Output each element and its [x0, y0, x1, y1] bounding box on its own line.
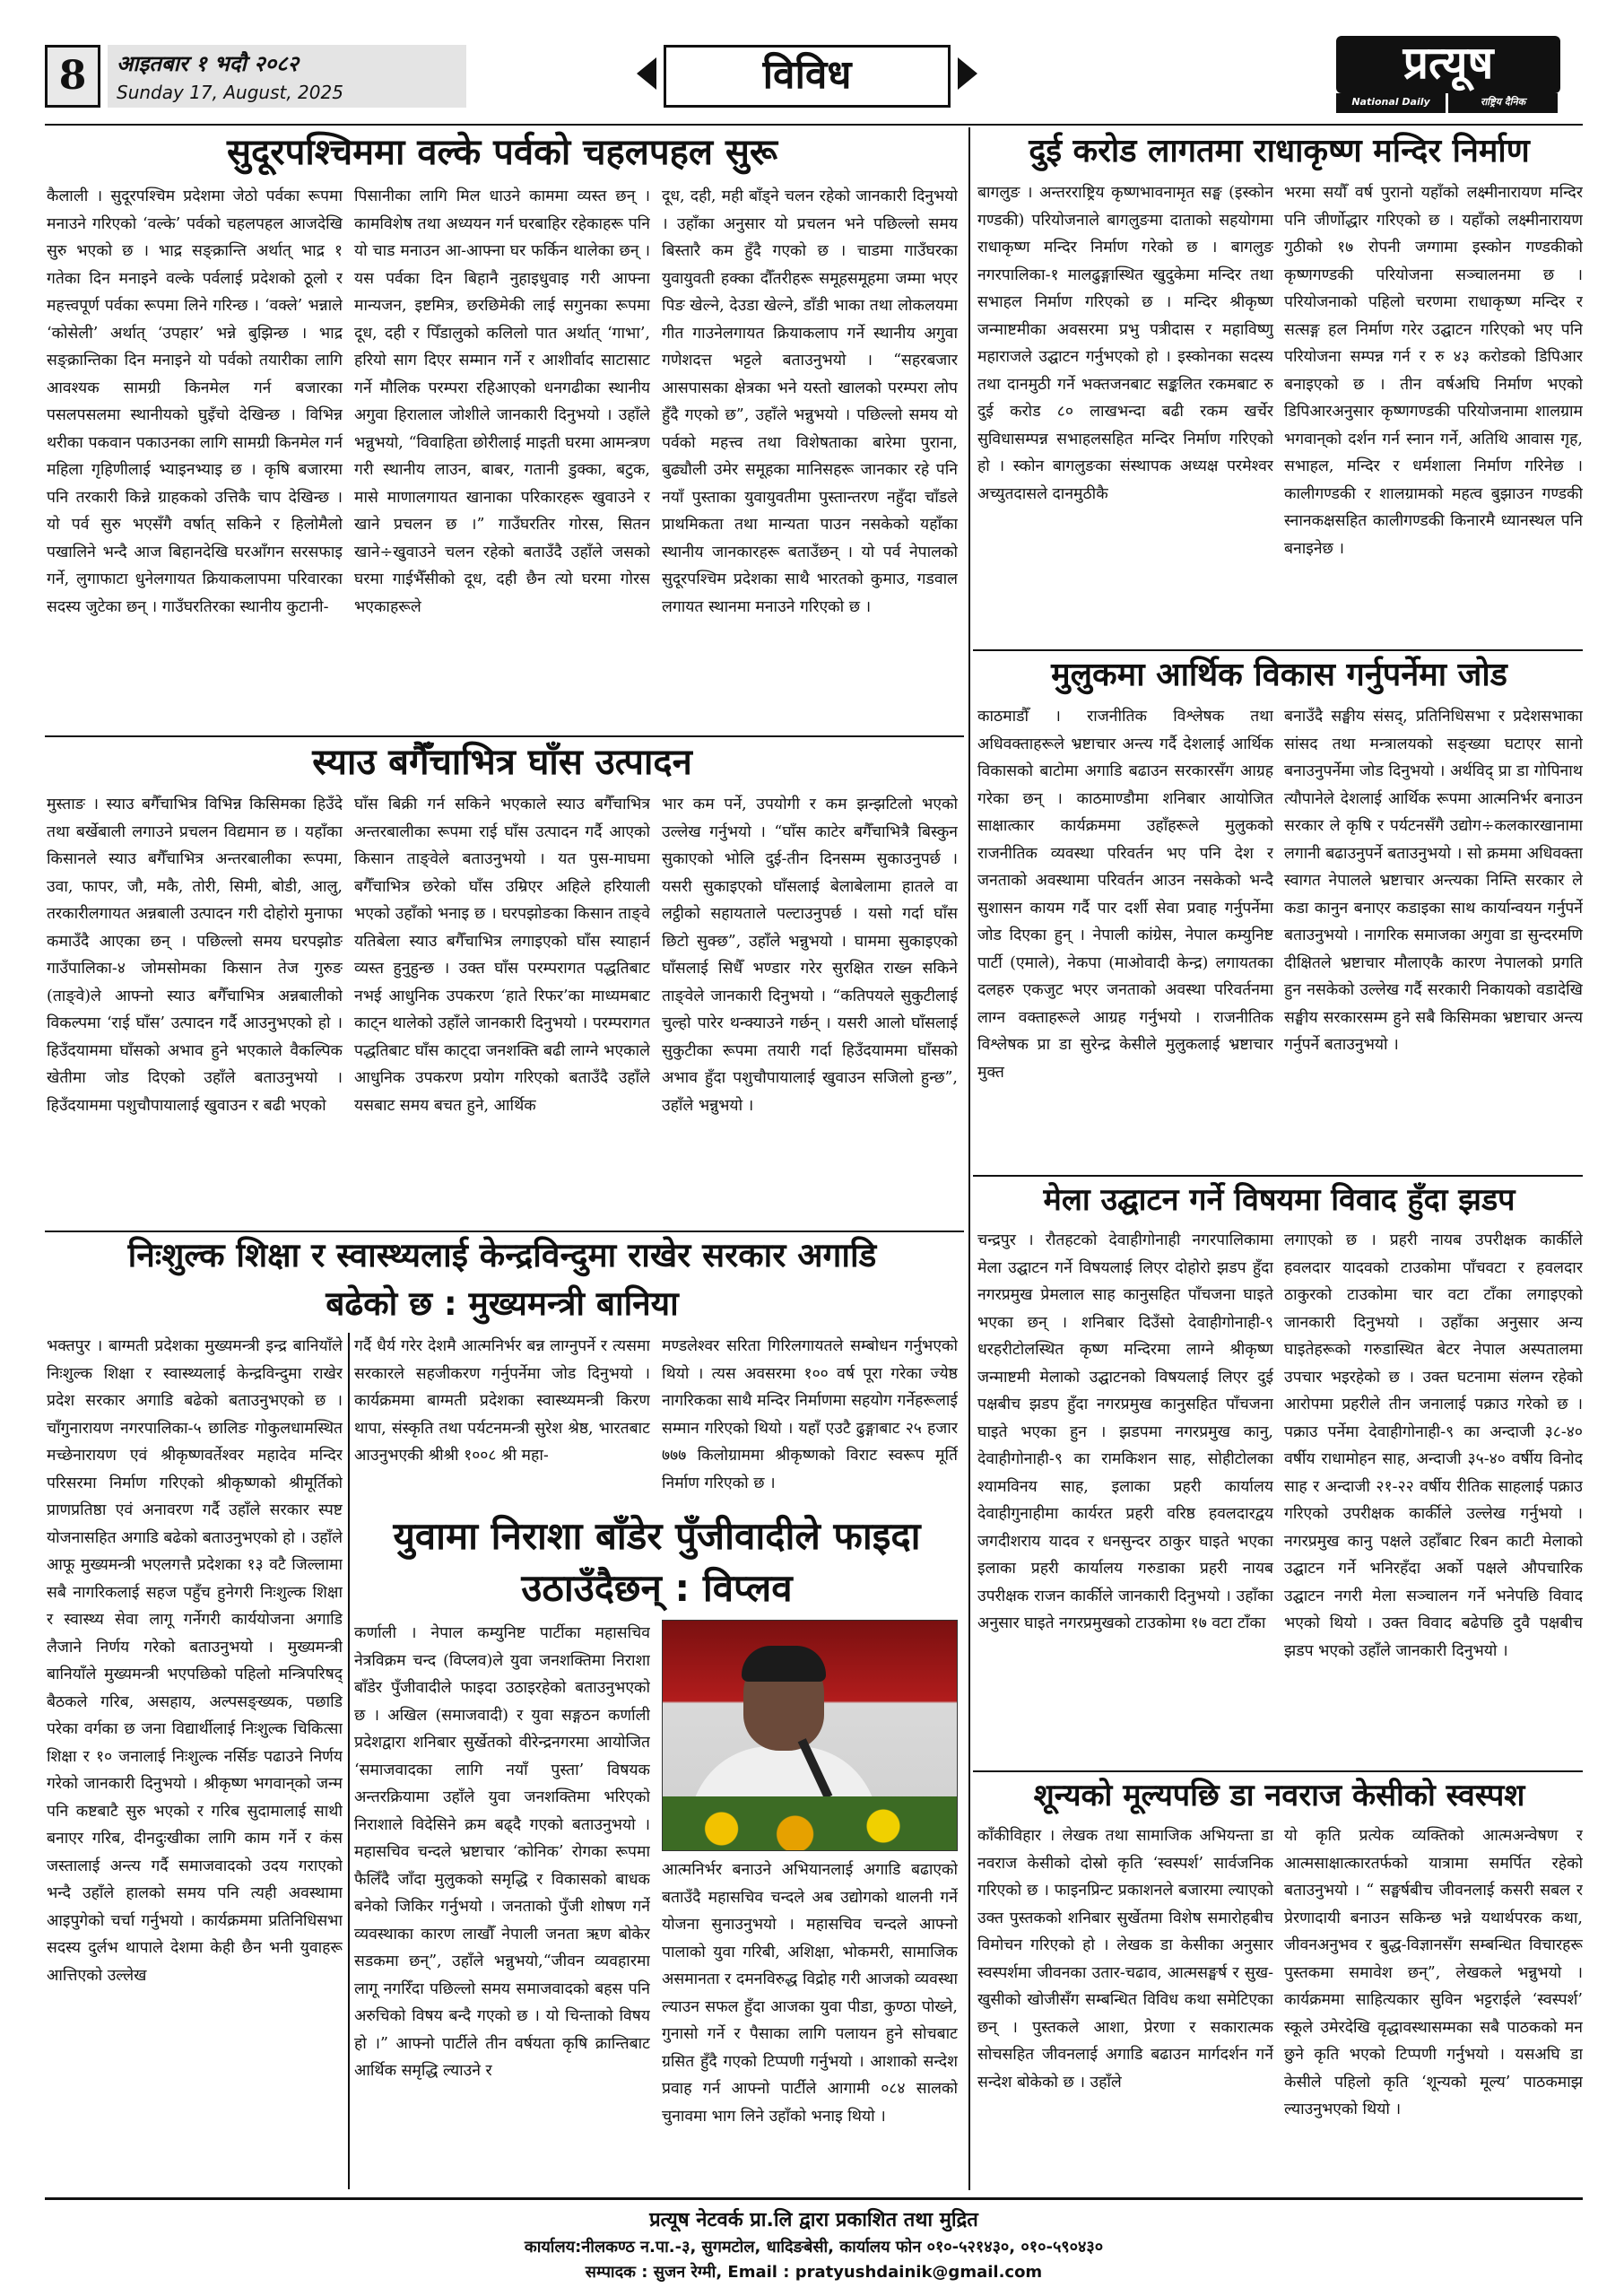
education-left-rule [348, 1333, 350, 2189]
youth-col-2: आत्मनिर्भर बनाउने अभियानलाई अगाडि बढाएको बताउँदै महासचिव चन्दले अब उद्योगको थालनी गर्ने योजना सुनाउनुभयो । महासचिव चन्दले आफ्नो पालाको युवा गरिबी, अशिक्षा, भोकमरी, सामाजिक असमानता र दमनविरुद्ध विद्रोह गरी आजको व्यवस्था ल्याउन सफल हुँदा आजका युवा पीडा, कुण्ठा पोख्ने, गुनासो गर्ने र पैसाका लागि पलायन हुने सोचबाट ग्रसित हुँदै गएको टिप्पणी गर्नुभयो । आशाको सन्देश प्रवाह गर्न आफ्नो पार्टीले आगामी ०८४ सालको चुनावमा भाग लिने उहाँको भनाइ थियो । [662, 1861, 958, 2126]
fair-col-1: चन्द्रपुर । रौतहटको देवाहीगोनाही नगरपालिकामा मेला उद्घाटन गर्ने विषयलाई लिएर दोहोरो झडप हुँदा नगरप्रमुख प्रेमलाल साह कानुसहित पाँचजना घाइते भएका छन् । शनिबार दिउँसो देवाहीगोनाही-९ धरहरीटोलस्थित कृष्ण मन्दिरमा लाग्ने श्रीकृष्ण जन्माष्टमी मेलाको उद्घाटनको विषयलाई लिएर दुई पक्षबीच झडप हुँदा नगरप्रमुख कानुसहित पाँचजना घाइते भएका हुन । झडपमा नगरप्रमुख कानु, देवाहीगोनाही-९ का रामकिशन साह, सोहीटोलका श्यामविनय साह, इलाका प्रहरी कार्यालय देवाहीगुनाहीमा कार्यरत प्रहरी वरिष्ठ हवलदारद्वय जगदीशराय यादव र धनसुन्दर ठाकुर घाइते भएका इलाका प्रहरी कार्यालय गरुडाका प्रहरी नायब उपरीक्षक राजन कार्कीले जानकारी दिनुभयो । उहाँका अनुसार घाइते नगरप्रमुखको टाउकोमा १७ वटा टाँका [977, 1231, 1273, 1632]
headline-education-line2: बढेको छ : मुख्यमन्त्री बानिया [326, 1284, 679, 1323]
grass-col-1: मुस्ताङ । स्याउ बगैँचाभित्र विभिन्न किसिमका हिउँदे तथा बर्खेबाली लगाउने प्रचलन विद्यमान छ । यहाँका किसानले स्याउ बगैँचाभित्र अन्तरबालीका रूपमा, उवा, फापर, जौ, मकै, तोरी, सिमी, बोडी, आलु, तरकारीलगायत अन्नबाली उत्पादन गरी दोहोरो मुनाफा कमाउँदै आएका छन् । पछिल्लो समय घरपझोङ गाउँपालिका-४ जोमसोमका किसान तेज गुरुङ (ताङ्वे)ले आफ्नो स्याउ बगैँचाभित्र अन्नबालीको विकल्पमा ‘राई घाँस’ उत्पादन गर्दै आउनुभएको हो । हिउँदयाममा घाँसको अभाव हुने भएकाले वैकल्पिक खेतीमा जोड दिएको उहाँले बताउनुभयो । हिउँदयाममा पशुचौपायालाई खुवाउन र बढी भएको [47, 796, 343, 1115]
logo-tagline-en: National Daily [1336, 93, 1446, 113]
youth-col-1: कर्णाली । नेपाल कम्युनिष्ट पार्टीका महासचिव नेत्रविक्रम चन्द (विप्लव)ले युवा जनशक्तिमा निराशा बाँडेर पुँजीवादीले फाइदा उठाइरहेको बताउनुभएको छ । अखिल (समाजवादी) र युवा सङ्गठन कर्णाली प्रदेशद्वारा शनिबार सुर्खेतको वीरेन्द्रनगरमा आयोजित ‘समाजवादका लागि नयाँ पुस्ता’ विषयक अन्तरक्रियामा उहाँले युवा जनशक्तिमा भरिएको निराशाले विदेसिने क्रम बढ्दै गएको बताउनुभयो । महासचिव चन्दले भ्रष्टाचार ‘कोनिक’ रोगका रूपमा फैलिँदै जाँदा मुलुकको समृद्धि र विकासको बाधक बनेको जिकिर गर्नुभयो । जनताको पुँजी शोषण गर्ने व्यवस्थाका कारण लाखौँ नेपाली जनता ऋण बोकेर सडकमा छन्”, उहाँले भन्नुभयो,“जीवन व्यवहारमा लागू नगरिँदा पछिल्लो समय समाजवादको बहस पनि अरुचिको विषय बन्दै गएको छ । यो चिन्ताको विषय हो ।” आफ्नो पार्टीले तीन वर्षयता कृषि क्रान्तिबाट आर्थिक समृद्धि ल्याउने र [354, 1624, 650, 2080]
center-column-rule [968, 127, 970, 2190]
headline-grass: स्याउ बगैँचाभित्र घाँस उत्पादन [312, 742, 692, 783]
headline-youth-line2: उठाउँदैछन् : विप्लव [521, 1566, 793, 1610]
arrow-left-icon [637, 57, 656, 90]
temple-col-1: बागलुङ । अन्तरराष्ट्रिय कृष्णभावनामृत सङ्घ (इस्कोन गण्डकी) परियोजनाले बागलुङमा दाताको सहयोगमा राधाकृष्ण मन्दिर निर्माण गरेको छ । बागलुङ नगरपालिका-१ मालढुङ्गास्थित खुदुकेमा मन्दिर तथा सभाहल निर्माण गरिएको छ । मन्दिर श्रीकृष्ण जन्माष्टमीका अवसरमा प्रभु पत्रीदास र महाविष्णु महाराजले उद्घाटन गर्नुभएको हो । इस्कोनका सदस्य तथा दानमुठी गर्ने भक्तजनबाट सङ्कलित रकमबाट रु दुई करोड ८० लाखभन्दा बढी रकम खर्चेर सुविधासम्पन्न सभाहलसहित मन्दिर निर्माण गरिएको हो । स्कोन बागलुङका संस्थापक अध्यक्ष परमेश्वर अच्युतदासले दानमुठीकै [977, 184, 1273, 503]
footer-editor-email: सम्पादक : सुजन रेग्मी, Email : pratyushdainik@gmail.com [585, 2263, 1043, 2282]
grass-col-2: घाँस बिक्री गर्न सकिने भएकाले स्याउ बगैँचाभित्र अन्तरबालीका रूपमा राई घाँस उत्पादन गर्दै आएको किसान ताङ्वेले बताउनुभयो । यत पुस-माघमा बगैँचाभित्र छरेको घाँस उम्रिएर अहिले हरियाली भएको उहाँको भनाइ छ । घरपझोङका किसान ताङ्वे यतिबेला स्याउ बगैँचाभित्र लगाइएको घाँस स्याहार्न व्यस्त हुनुहुन्छ । उक्त घाँस परम्परागत पद्धतिबाट नभई आधुनिक उपकरण ‘हाते रिफर’का माध्यमबाट काट्न थालेको उहाँले जानकारी दिनुभयो । परम्परागत पद्धतिबाट घाँस काट्दा जनशक्ति बढी लाग्ने भएकाले आधुनिक उपकरण प्रयोग गरिएको बताउँदै उहाँले यसबाट समय बचत हुने, आर्थिक [354, 796, 650, 1115]
footer-address: कार्यालय:नीलकण्ठ न.पा.-३, सुगमटोल, धादिङबेसी, कार्यालय फोन ०१०-५२१४३०, ०१०-५९०४३० [524, 2238, 1104, 2257]
date-nepali: आइतबार १ भदौ २०८२ [117, 50, 300, 76]
headline-education-line1: निःशुल्क शिक्षा र स्वास्थ्यलाई केन्द्रविन्दुमा राखेर सरकार अगाडि [127, 1236, 877, 1274]
headline-youth-line1: युवामा निराशा बाँडेर पुँजीवादीले फाइदा [393, 1514, 921, 1558]
education-col-1: भक्तपुर । बाग्मती प्रदेशका मुख्यमन्त्री इन्द्र बानियाँले निःशुल्क शिक्षा र स्वास्थ्यलाई केन्द्रविन्दुमा राखेर प्रदेश सरकार अगाडि बढेको बताउनुभएको छ । चाँगुनारायण नगरपालिका-५ छालिङ गोकुलधामस्थित मच्छेनारायण एवं श्रीकृष्णवर्तेश्वर महादेव मन्दिर परिसरमा निर्माण गरिएको श्रीकृष्णको श्रीमूर्तिको प्राणप्रतिष्ठा एवं अनावरण गर्दै उहाँले सरकार स्पष्ट योजनासहित अगाडि बढेको बताउनुभएको हो । उहाँले आफू मुख्यमन्त्री भएलगत्तै प्रदेशका १३ वटै जिल्लामा सबै नागरिकलाई सहज पहुँच हुनेगरी निःशुल्क शिक्षा र स्वास्थ्य सेवा लागू गर्नेगरी कार्ययोजना अगाडि लैजाने निर्णय गरेको बताउनुभयो । मुख्यमन्त्री बानियाँले मुख्यमन्त्री भएपछिको पहिलो मन्त्रिपरिषद् बैठकले गरिब, असहाय, अल्पसङ्ख्यक, पछाडि परेका वर्गका छ जना विद्यार्थीलाई निःशुल्क चिकित्सा शिक्षा र १० जनालाई निःशुल्क नर्सिङ पढाउने निर्णय गरेको जानकारी दिनुभयो । श्रीकृष्ण भगवान्‌को जन्म पनि कष्टबाटै सुरु भएको र गरिब सुदामालाई साथी बनाएर गरिब, दीनदुःखीका लागि काम गर्ने र कंस जस्तालाई अन्त्य गर्दै समाजवादको उदय गराएको भन्दै उहाँले हालको समय पनि त्यही अवस्थामा आइपुगेको चर्चा गर्नुभयो । कार्यक्रममा प्रतिनिधिसभा सदस्य दुर्लभ थापाले देशमा केही छैन भनी युवाहरू आत्तिएको उल्लेख [47, 1337, 343, 1985]
valke-col-3: दूध, दही, मही बाँड्ने चलन रहेको जानकारी दिनुभयो । उहाँका अनुसार यो प्रचलन भने पछिल्लो समय बिस्तारै कम हुँदै गएको छ । चाडमा गाउँघरका युवायुवती हक्का दौँतरीहरू समूहसमूहमा जम्मा भएर पिङ खेल्ने, देउडा खेल्ने, डाँडी भाका तथा लोकलयमा गीत गाउनेलगायत क्रियाकलाप गर्ने स्थानीय अगुवा गणेशदत्त भट्टले बताउनुभयो । “सहरबजार आसपासका क्षेत्रका भने यस्तो खालको परम्परा लोप हुँदै गएको छ”, उहाँले भन्नुभयो । पछिल्लो समय यो पर्वको महत्त्व तथा विशेषताका बारेमा पुराना, बुढ्यौली उमेर समूहका मानिसहरू जानकार रहे पनि नयाँ पुस्ताका युवायुवतीमा पुस्तान्तरण नहुँदा चाँडले प्राथमिकता तथा मान्यता पाउन नसकेको यहाँका स्थानीय जानकारहरू बताउँछन् । यो पर्व नेपालको सुदूरपश्चिम प्रदेशका साथै भारतको कुमाउ, गडवाल लगायत स्थानमा मनाउने गरिएको छ । [662, 187, 958, 616]
fair-col-2: लगाएको छ । प्रहरी नायब उपरीक्षक कार्कीले हवलदार यादवको टाउकोमा पाँचवटा र हवलदार ठाकुरको टाउकोमा चार वटा टाँका लगाइएको जानकारी दिनुभयो । उहाँका अनुसार अन्य घाइतेहरूको गरुडास्थित बेटर नेपाल अस्पतालमा उपचार भइरहेको छ । उक्त घटनामा संलग्न रहेको आरोपमा प्रहरीले तीन जनालाई पक्राउ गरेको छ । पक्राउ पर्नेमा देवाहीगोनाही-९ का अन्दाजी ३८-४० वर्षीय राधामोहन साह, अन्दाजी ३५-४० वर्षीय विनोद साह र अन्दाजी २१-२२ वर्षीय रीतिक साहलाई पक्राउ गरिएको उपरीक्षक कार्कीले उल्लेख गर्नुभयो । नगरप्रमुख कानु पक्षले उहाँबाट रिबन काटी मेलाको उद्घाटन गर्ने भनिरहँदा अर्को पक्षले औपचारिक उद्घाटन नगरी मेला सञ्चालन गर्ने भनेपछि विवाद भएको थियो । उक्त विवाद बढेपछि दुवै पक्षबीच झडप भएको उहाँले जानकारी दिनुभयो । [1284, 1231, 1583, 1660]
page-number: 8 [45, 45, 100, 108]
photo-speaker [662, 1620, 958, 1851]
masthead-rule [45, 124, 1583, 126]
headline-economy: मुलुकमा आर्थिक विकास गर्नुपर्नेमा जोड [1051, 657, 1507, 693]
headline-valke: सुदूरपश्चिममा वल्के पर्वको चहलपहल सुरू [226, 132, 778, 173]
valke-col-2: पिसानीका लागि मिल धाउने काममा व्यस्त छन् । कामविशेष तथा अध्ययन गर्न घरबाहिर रहेकाहरू पनि यो चाड मनाउन आ-आफ्ना घर फर्किन थालेका छन् । यस पर्वका दिन बिहानै नुहाइधुवाइ गरी आफ्ना मान्यजन, इष्टमित्र, छरछिमेकी लाई सगुनका रूपमा दूध, दही र पिँडालुको कलिलो पात अर्थात् ‘गाभा’, हरियो साग दिएर सम्मान गर्ने र आशीर्वाद साटासाट गर्ने मौलिक परम्परा रहिआएको धनगढीका स्थानीय अगुवा हिरालाल जोशीले जानकारी दिनुभयो । उहाँले भन्नुभयो, “विवाहिता छोरीलाई माइती घरमा आमन्त्रण गरी स्थानीय लाउन, बाबर, गतानी डुक्का, बटुक, मासे माणालगायत खानाका परिकारहरू खुवाउने र खाने प्रचलन छ ।” गाउँघरतिर गोरस, सितन खाने÷खुवाउने चलन रहेको बताउँदै उहाँले जसको घरमा गाईभैँसीको दूध, दही छैन त्यो घरमा गोरस भएकाहरूले [354, 187, 650, 616]
logo-wordmark: प्रत्यूष [1336, 36, 1560, 93]
imprint-footer [45, 2197, 1583, 2282]
book-col-2: यो कृति प्रत्येक व्यक्तिको आत्मअन्वेषण र आत्मसाक्षात्कारतर्फको यात्रामा समर्पित रहेको बताउनुभयो । “ सङ्घर्षबीच जीवनलाई कसरी सबल र प्रेरणादायी बनाउन सकिन्छ भन्ने यथार्थपरक कथा, जीवनअनुभव र बुद्ध-विज्ञानसँग सम्बन्धित विचारहरू पुस्तकमा समावेश छन्”, लेखकले भन्नुभयो । कार्यक्रममा साहित्यकार सुविन भट्टराईले ‘स्वस्पर्श’ स्कूले उमेरदेखि वृद्धावस्थासम्मका सबै पाठकको मन छुने कृति भएको टिप्पणी गर्नुभयो । यसअघि डा केसीले पहिलो कृति ‘शून्यको मूल्य’ पाठकमाझ ल्याउनुभएको थियो । [1284, 1827, 1583, 2118]
logo-tagline [1336, 93, 1560, 113]
headline-temple: दुई करोड लागतमा राधाकृष्ण मन्दिर निर्माण [1029, 133, 1530, 170]
book-col-1: काँकीविहार । लेखक तथा सामाजिक अभियन्ता डा नवराज केसीको दोस्रो कृति ‘स्वस्पर्श’ सार्वजनिक गरिएको छ । फाइनप्रिन्ट प्रकाशनले बजारमा ल्याएको उक्त पुस्तकको शनिबार सुर्खेतमा विशेष समारोहबीच विमोचन गरिएको हो । लेखक डा केसीका अनुसार स्वस्पर्शमा जीवनका उतार-चढाव, आत्मसङ्घर्ष र सुख-खुसीको खोजीसँग सम्बन्धित विविध कथा समेटिएका छन् । पुस्तकले आशा, प्रेरणा र सकारात्मक सोचसहित जीवनलाई अगाडि बढाउन मार्गदर्शन गर्ने सन्देश बोकेको छ । उहाँले [977, 1827, 1273, 2092]
date-box [108, 45, 466, 108]
section-title: विविध [664, 45, 951, 108]
valke-col-1: कैलाली । सुदूरपश्चिम प्रदेशमा जेठो पर्वका रूपमा मनाउने गरिएको ‘वल्के’ पर्वको चहलपहल आजदेखि सुरु भएको छ । भाद्र सङ्क्रान्ति अर्थात् भाद्र १ गतेका दिन मनाइने वल्के पर्वलाई प्रदेशको ठूलो र महत्त्वपूर्ण पर्वका रूपमा लिने गरिन्छ । ‘वक्ले’ भन्नाले ‘कोसेली’ अर्थात् ‘उपहार’ भन्ने बुझिन्छ । भाद्र सङ्क्रान्तिका दिन मनाइने यो पर्वको तयारीका लागि आवश्यक सामग्री किनमेल गर्न बजारका पसलपसलमा स्थानीयको घुइँचो देखिन्छ । विभिन्न थरीका पकवान पकाउनका लागि सामग्री किनमेल गर्न महिला गृहिणीलाई भ्याइनभ्याइ छ । कृषि बजारमा पनि तरकारी किन्ने ग्राहकको उत्तिकै चाप देखिन्छ । यो पर्व सुरु भएसँगै वर्षात् सकिने र हिलोमैलो पखालिने भन्दै आज बिहानदेखि घरआँगन सरसफाइ गर्ने, लुगाफाटा धुनेलगायत क्रियाकलापमा परिवारका सदस्य जुटेका छन् । गाउँघरतिरका स्थानीय कुटानी- [47, 187, 343, 616]
economy-col-2: बनाउँदै सङ्घीय संसद्, प्रतिनिधिसभा र प्रदेशसभाका सांसद तथा मन्त्रालयको सङ्ख्या घटाएर सानो बनाउनुपर्नेमा जोड दिनुभयो । अर्थविद् प्रा डा गोपिनाथ त्यौपानेले देशलाई आर्थिक रूपमा आत्मनिर्भर बनाउन सरकार ले कृषि र पर्यटनसँगै उद्योग÷कलकारखानामा लगानी बढाउनुपर्ने बताउनुभयो । सो क्रममा अधिवक्ता स्वागत नेपालले भ्रष्टाचार अन्त्यका निम्ति सरकार ले कडा कानुन बनाएर कडाइका साथ कार्यान्वयन गर्नुपर्ने बताउनुभयो । नागरिक समाजका अगुवा डा सुन्दरमणि दीक्षितले भ्रष्टाचार मौलाएकै कारण नेपालको प्रगति हुन नसकेको उल्लेख गर्दै सरकारी निकायको वडादेखि सङ्घीय सरकारसम्म हुने सबै किसिमका भ्रष्टाचार अन्त्य गर्नुपर्ने बताउनुभयो । [1284, 708, 1583, 1054]
masthead [45, 36, 1583, 121]
economy-col-1: काठमाडौँ । राजनीतिक विश्लेषक तथा अधिवक्ताहरूले भ्रष्टाचार अन्त्य गर्दै देशलाई आर्थिक विकासको बाटोमा अगाडि बढाउन सरकारसँग आग्रह गरेका छन् । काठमाण्डौमा शनिबार आयोजित साक्षात्कार कार्यक्रममा उहाँहरूले मुलुकको राजनीतिक व्यवस्था परिवर्तन भए पनि देश र जनताको अवस्थामा परिवर्तन आउन नसकेको भन्दै सुशासन कायम गर्दै पार दर्शी सेवा प्रवाह गर्नुपर्नेमा जोड दिएका हुन् । नेपाली कांग्रेस, नेपाल कम्युनिष्ट पार्टी (एमाले), नेकपा (माओवादी केन्द्र) लगायतका दलहरु एकजुट भएर जनताको अवस्था परिवर्तनमा लाग्न वक्ताहरूले आग्रह गर्नुभयो । राजनीतिक विश्लेषक प्रा डा सुरेन्द्र केसीले मुलुकलाई भ्रष्टाचार मुक्त [977, 708, 1273, 1082]
newspaper-logo [1327, 36, 1569, 115]
headline-book: शून्यको मूल्यपछि डा नवराज केसीको स्वस्पश [1033, 1778, 1525, 1813]
temple-col-2: भरमा सयौँ वर्ष पुरानो यहाँको लक्ष्मीनारायण मन्दिर पनि जीर्णोद्धार गरिएको छ । यहाँको लक्ष्मीनारायण गुठीको १७ रोपनी जग्गामा इस्कोन गण्डकीको कृष्णगण्डकी परियोजना सञ्चालनमा छ । परियोजनाको पहिलो चरणमा राधाकृष्ण मन्दिर र सत्सङ्ग हल निर्माण गरेर उद्घाटन गरिएको भए पनि परियोजना सम्पन्न गर्न र रु ४३ करोडको डिपिआर बनाइएको छ । तीन वर्षअघि निर्माण भएको डिपिआरअनुसार कृष्णगण्डकी परियोजनामा शालग्राम भगवान्‌को दर्शन गर्न स्नान गर्ने, अतिथि आवास गृह, सभाहल, मन्दिर र धर्मशाला निर्माण गरिनेछ । कालीगण्डकी र शालग्रामको महत्व बुझाउन गण्डकी स्नानकक्षसहित कालीगण्डकी किनारमै ध्यानस्थल पनि बनाइनेछ । [1284, 184, 1583, 558]
education-col-3: मण्डलेश्वर सरिता गिरिलगायतले सम्बोधन गर्नुभएको थियो । त्यस अवसरमा १०० वर्ष पूरा गरेका ज्येष्ठ नागरिकका साथै मन्दिर निर्माणमा सहयोग गर्नेहरूलाई सम्मान गरिएको थियो । यहाँ एउटै ढुङ्गाबाट २५ हजार ७७७ किलोग्राममा श्रीकृष्णको विराट स्वरूप मूर्ति निर्माण गरिएको छ । [662, 1337, 958, 1492]
education-col-2: गर्दै धैर्य गरेर देशमै आत्मनिर्भर बन्न लाग्नुपर्ने र त्यसमा सरकारले सहजीकरण गर्नुपर्नेमा जोड दिनुभयो । कार्यक्रममा बाग्मती प्रदेशका स्वास्थ्यमन्त्री किरण थापा, संस्कृति तथा पर्यटनमन्त्री सुरेश श्रेष्ठ, भारतबाट आउनुभएकी श्रीश्री १००८ श्री महा- [354, 1337, 650, 1465]
logo-tagline-np: राष्ट्रिय दैनिक [1448, 93, 1558, 113]
footer-publisher: प्रत्यूष नेटवर्क प्रा.लि द्वारा प्रकाशित तथा मुद्रित [649, 2209, 978, 2231]
date-english: Sunday 17, August, 2025 [117, 82, 343, 103]
grass-col-3: भार कम पर्ने, उपयोगी र कम झन्झटिलो भएको उल्लेख गर्नुभयो । “घाँस काटेर बगैँचाभित्रै बिस्कुन सुकाएको भोलि दुई-तीन दिनसम्म सुकाउनुपर्छ । यसरी सुकाइएको घाँसलाई बेलाबेलामा हातले वा लट्ठीको सहायताले पल्टाउनुपर्छ । यसो गर्दा घाँस छिटो सुक्छ”, उहाँले भन्नुभयो । घाममा सुकाइएको घाँसलाई सिधैँ भण्डार गरेर सुरक्षित राख्न सकिने ताङ्वेले जानकारी दिनुभयो । “कतिपयले सुकुटीलाई चुल्हो पारेर थन्क्याउने गर्छन् । यसरी आलो घाँसलाई सुकुटीका रूपमा तयारी गर्दा हिउँदयाममा घाँसको अभाव हुँदा पशुचौपायालाई खुवाउन सजिलो हुन्छ”, उहाँले भन्नुभयो । [662, 796, 958, 1115]
arrow-right-icon [958, 57, 977, 90]
headline-fair: मेला उद्घाटन गर्ने विषयमा विवाद हुँदा झडप [1043, 1182, 1515, 1218]
